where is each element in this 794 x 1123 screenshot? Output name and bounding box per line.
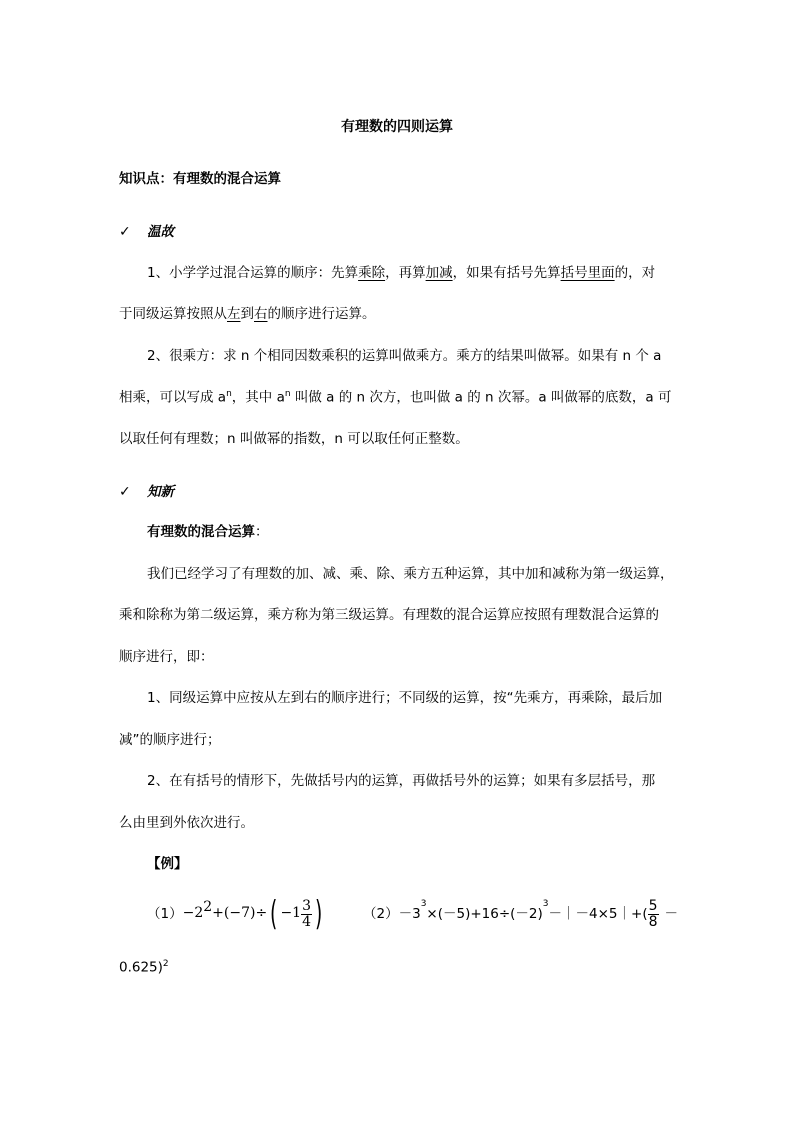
math-term: −2	[182, 905, 204, 922]
math-exponent: 3	[542, 899, 549, 909]
text-run: 到	[240, 306, 254, 322]
math-term: 0.625)	[119, 959, 163, 976]
text-run: 1、小学学过混合运算的顺序：先算	[147, 265, 359, 281]
fraction-denominator: 4	[302, 913, 312, 930]
subheading-colon: ：	[255, 524, 269, 540]
new-paragraph-2-line-2: 减”的顺序进行；	[119, 732, 221, 748]
new-label: 知新	[147, 484, 175, 500]
example-index: （1）	[147, 905, 183, 922]
math-term: (−7)	[223, 905, 256, 922]
math-term: −1	[280, 905, 302, 922]
new-paragraph-3-line-2: 么由里到外依次进行。	[119, 815, 254, 831]
review-label: 温故	[147, 224, 175, 240]
review-paragraph-1-line-2	[119, 306, 376, 323]
review-paragraph-2-line-2	[119, 389, 672, 406]
document-title: 有理数的四则运算	[341, 119, 453, 135]
underlined-term: 右	[254, 306, 268, 322]
math-operator: ÷	[255, 905, 268, 922]
example-1	[147, 894, 325, 934]
fraction-denominator: 8	[648, 913, 658, 930]
example-2-continuation	[119, 959, 169, 976]
fraction	[301, 899, 312, 929]
text-run: 于同级运算按照从	[119, 306, 227, 322]
left-paren-icon: (	[270, 894, 278, 934]
review-paragraph-2-line-3: 以取任何有理数；n 叫做幂的指数，n 可以取任何正整数。	[119, 431, 469, 447]
math-operator: +	[212, 905, 224, 922]
math-term: －｜－4×5｜+(	[548, 905, 648, 922]
new-subheading	[147, 524, 269, 541]
text-run: 相乘，可以写成 a	[119, 389, 227, 406]
superscript: n	[284, 389, 291, 399]
underlined-term: 左	[227, 306, 241, 322]
new-paragraph-2-line-1: 1、同级运算中应按从左到右的顺序进行；不同级的运算，按“先乘方，再乘除，最后加	[147, 690, 663, 706]
example-label: 【例】	[147, 856, 188, 872]
superscript: n	[226, 389, 232, 399]
review-paragraph-1-line-1	[147, 265, 655, 282]
example-2	[363, 899, 678, 929]
underlined-term: 括号里面	[560, 265, 615, 281]
review-heading	[119, 224, 174, 242]
new-heading	[119, 484, 174, 502]
math-exponent: 2	[203, 899, 213, 915]
underlined-term: 乘除	[358, 265, 386, 281]
subheading-text: 有理数的混合运算	[147, 524, 255, 540]
text-run: ，其中 a	[231, 389, 285, 406]
text-run: 的顺序进行运算。	[267, 306, 376, 322]
review-paragraph-2-line-1: 2、很乘方：求 n 个相同因数乘积的运算叫做乘方。乘方的结果叫做幂。如果有 n 个 a	[147, 348, 662, 364]
math-operator: －	[664, 905, 679, 922]
text-run: ，如果有括号先算	[452, 265, 561, 281]
check-icon: ✓	[119, 484, 131, 500]
text-run: ，再算	[385, 265, 426, 281]
fraction	[648, 899, 659, 929]
new-paragraph-1-line-2: 乘和除称为第二级运算，乘方称为第三级运算。有理数的混合运算应按照有理数混合运算的	[119, 607, 659, 623]
check-icon: ✓	[119, 224, 131, 240]
underlined-term: 加减	[425, 265, 453, 281]
math-term: －3	[398, 905, 421, 922]
right-paren-icon: )	[315, 894, 323, 934]
fraction-numerator: 3	[302, 897, 312, 914]
new-paragraph-1-line-1: 我们已经学习了有理数的加、减、乘、除、乘方五种运算，其中加和减称为第一级运算，	[147, 566, 674, 582]
text-run: 的，对	[614, 265, 656, 281]
fraction-numerator: 5	[648, 898, 658, 914]
new-paragraph-1-line-3: 顺序进行，即：	[119, 649, 214, 665]
math-term: ×(－5)+16÷(－2)	[426, 905, 543, 922]
math-exponent: 3	[420, 899, 427, 909]
new-paragraph-3-line-1: 2、在有括号的情形下，先做括号内的运算，再做括号外的运算；如果有多层括号，那	[147, 773, 656, 789]
math-exponent: 2	[162, 959, 169, 969]
example-index: （2）	[363, 905, 399, 922]
text-run: 叫做 a 的 n 次方，也叫做 a 的 n 次幂。a 叫做幂的底数，a 可	[290, 389, 672, 406]
section-heading: 知识点：有理数的混合运算	[119, 171, 281, 187]
